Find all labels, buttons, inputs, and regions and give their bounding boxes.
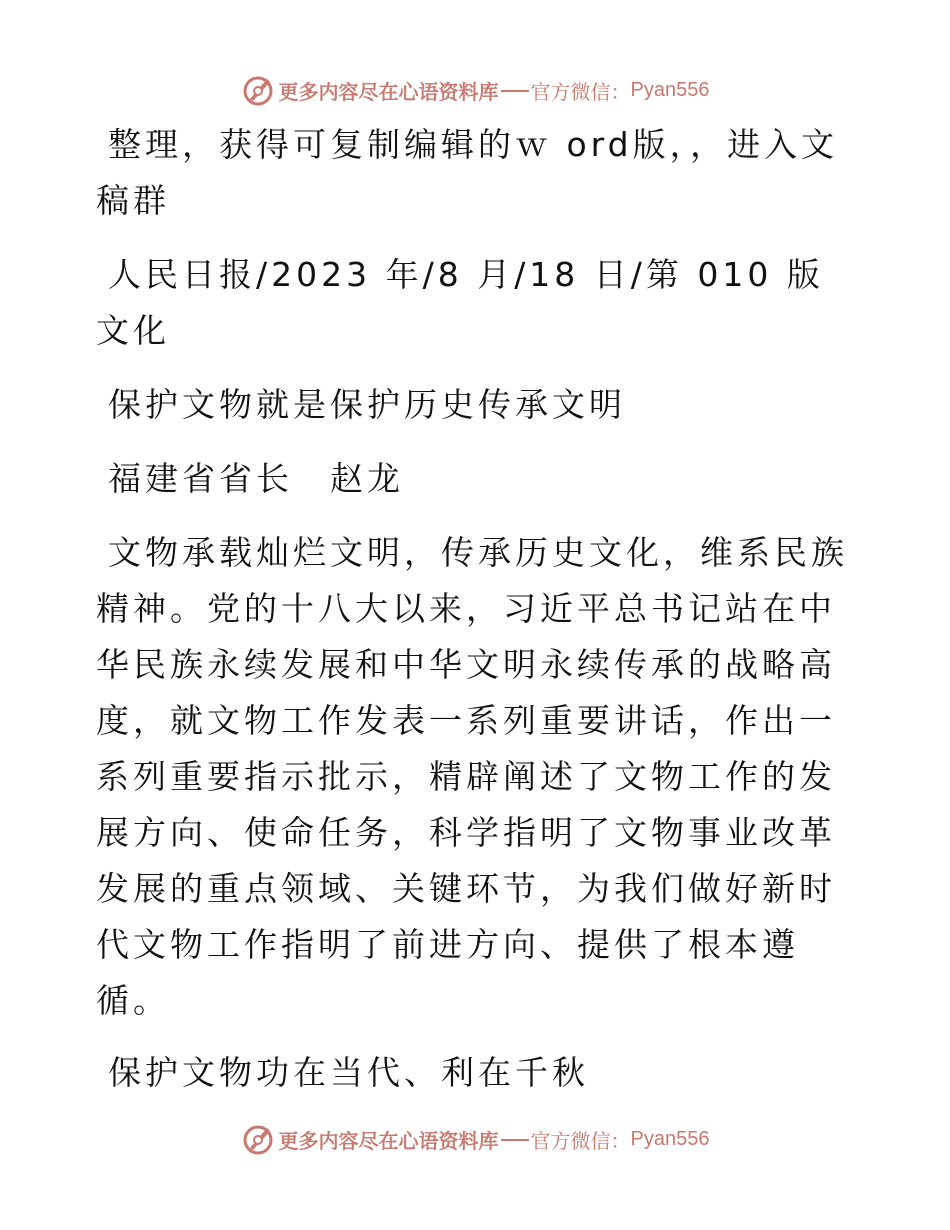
section-heading: 保护文物功在当代、利在千秋	[108, 1053, 589, 1092]
header-watermark-banner	[0, 70, 950, 110]
banner-dash	[501, 90, 529, 92]
banner-wechat-id: Pyan556	[630, 78, 710, 101]
quill-pen-logo-icon	[241, 1122, 275, 1156]
quill-pen-logo-icon	[241, 73, 275, 107]
banner-site-text: 更多内容尽在心语资料库	[278, 1128, 499, 1153]
body-paragraph: 文物承载灿烂文明，传承历史文化，维系民族精神。党的十八大以来，习近平总书记站在中华民族永续发展和中华文明永续传承的战略高度，就文物工作发表一系列重要讲话，作出一系列重要指示批示，精辟阐述了文物工作的发展方向、使命任务，科学指明了文物事业改革发展的重点领域、关键环节，为我们做好新时代文物工作指明了前进方向、提供了根本遵循。	[96, 533, 848, 1020]
source-line: 人民日报/2023 年/8 月/18 日/第 010 版文化	[96, 255, 824, 350]
banner-dash	[501, 1139, 529, 1141]
banner-site-text: 更多内容尽在心语资料库	[278, 79, 499, 104]
footer-watermark-banner	[0, 1119, 950, 1159]
intro-text: 整理，获得可复制编辑的ｗ ord版，，进入文稿群	[96, 125, 839, 220]
document-body	[96, 117, 856, 1119]
banner-wechat-label: 官方微信：	[530, 1128, 631, 1153]
author-line: 福建省省长 赵龙	[108, 459, 404, 498]
banner-wechat-label: 官方微信：	[530, 79, 631, 104]
article-title: 保护文物就是保护历史传承文明	[108, 385, 626, 424]
banner-wechat-id: Pyan556	[630, 1127, 710, 1150]
